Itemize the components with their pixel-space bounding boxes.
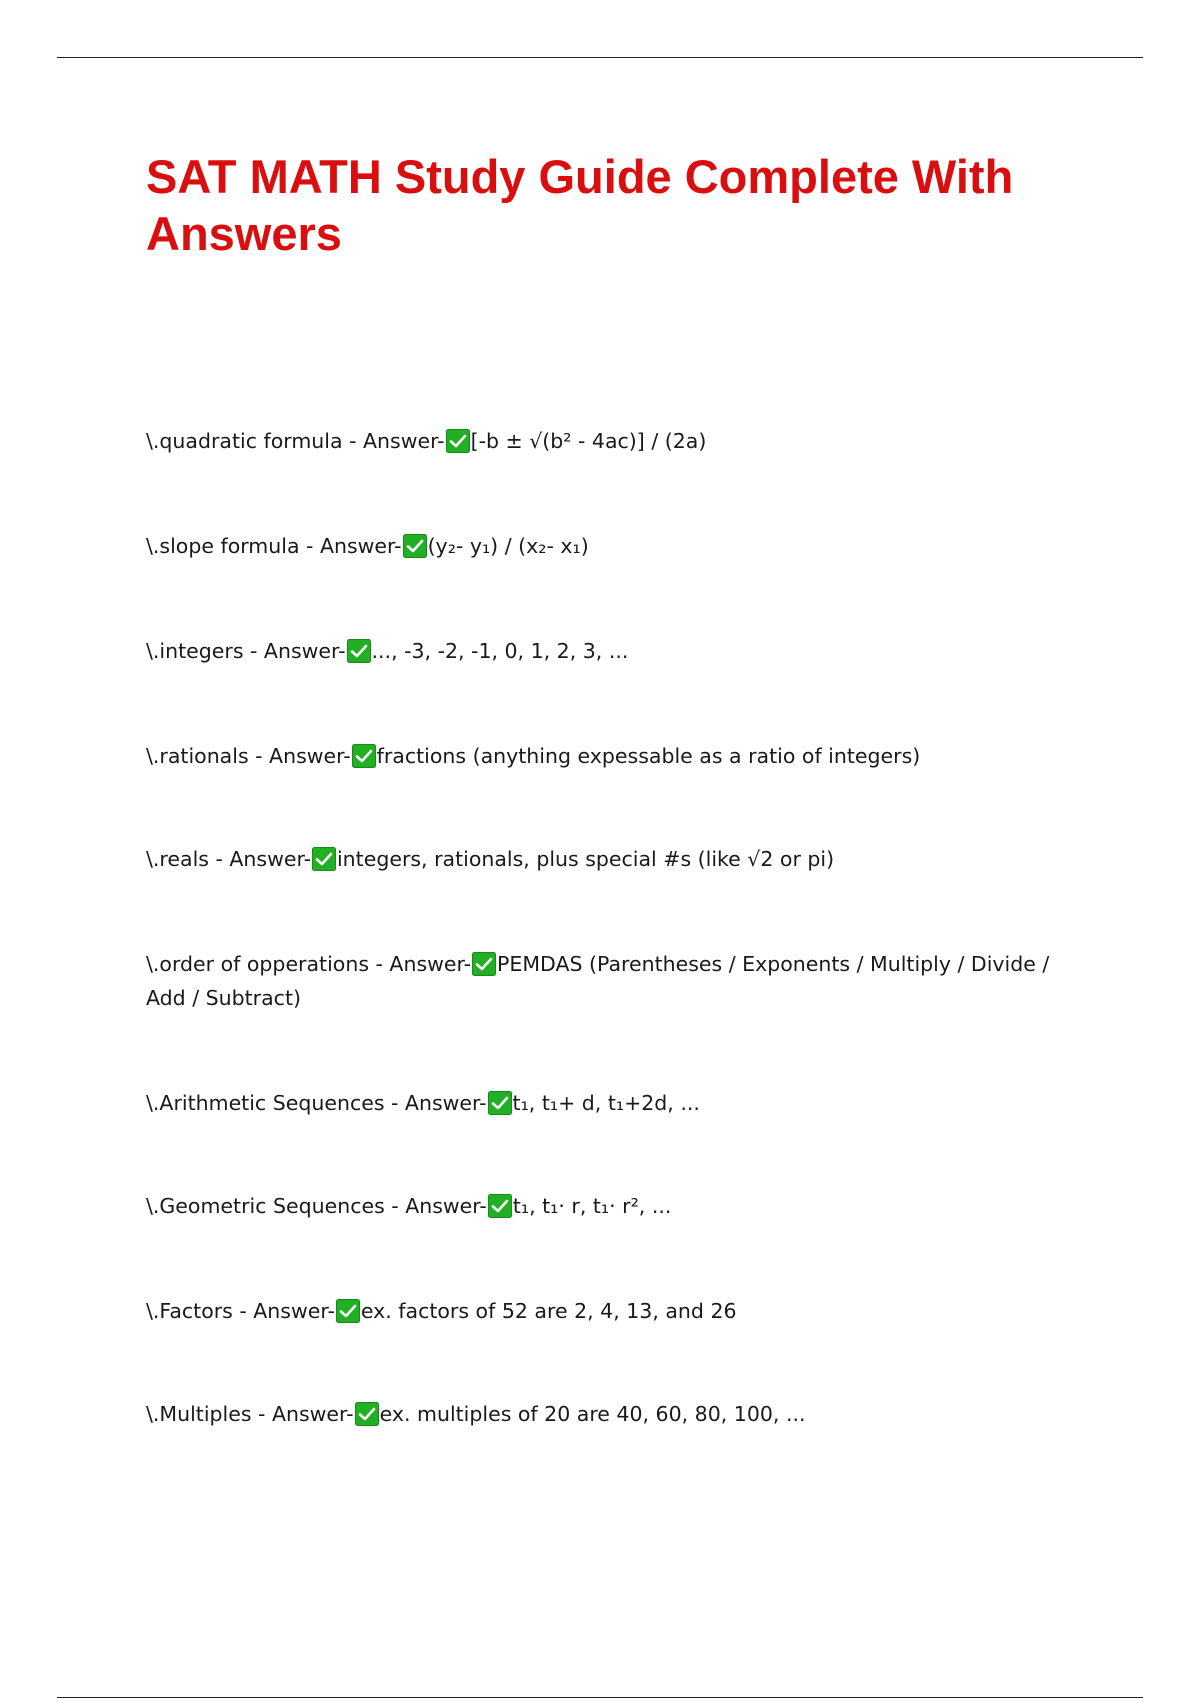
green-checkmark-icon [347,639,371,663]
qa-item [146,739,1086,773]
answer-text: t₁, t₁+ d, t₁+2d, ... [512,1091,700,1115]
answer-text: (y₂- y₁) / (x₂- x₁) [427,534,589,558]
green-checkmark-icon [488,1091,512,1115]
top-rule [57,57,1143,58]
answer-text: ..., -3, -2, -1, 0, 1, 2, 3, ... [371,639,629,663]
answer-text: fractions (anything expessable as a ratio of integers) [376,744,921,768]
question-text: \.integers - Answer- [146,639,346,663]
qa-item [146,424,1086,458]
question-text: \.quadratic formula - Answer- [146,429,445,453]
answer-text: [-b ± √(b² - 4ac)] / (2a) [470,429,707,453]
green-checkmark-icon [403,534,427,558]
question-text: \.reals - Answer- [146,847,311,871]
qa-item [146,1397,1086,1431]
green-checkmark-icon [446,429,470,453]
qa-item [146,634,1086,668]
answer-text: ex. multiples of 20 are 40, 60, 80, 100, ... [379,1402,806,1426]
green-checkmark-icon [352,744,376,768]
answer-text: ex. factors of 52 are 2, 4, 13, and 26 [360,1299,737,1323]
answer-text: t₁, t₁· r, t₁· r², ... [512,1194,672,1218]
qa-item [146,1294,1086,1328]
green-checkmark-icon [336,1299,360,1323]
answer-text: integers, rationals, plus special #s (like √2 or pi) [336,847,835,871]
green-checkmark-icon [472,952,496,976]
green-checkmark-icon [355,1402,379,1426]
question-text: \.Geometric Sequences - Answer- [146,1194,487,1218]
qa-item [146,842,1086,876]
question-text: \.Factors - Answer- [146,1299,335,1323]
bottom-rule [57,1697,1143,1698]
question-text: \.Multiples - Answer- [146,1402,354,1426]
qa-item [146,529,1086,563]
document-title: SAT MATH Study Guide Complete With Answers [146,150,1014,260]
qa-item [146,947,1086,1015]
question-text: \.order of opperations - Answer- [146,952,472,976]
question-text: \.slope formula - Answer- [146,534,402,558]
question-text: \.Arithmetic Sequences - Answer- [146,1091,487,1115]
question-text: \.rationals - Answer- [146,744,351,768]
green-checkmark-icon [312,847,336,871]
answer-text: PEMDAS (Parentheses / Exponents / Multiply / Divide / Add / Subtract) [146,952,1050,1010]
green-checkmark-icon [488,1194,512,1218]
qa-item [146,1086,1086,1120]
qa-item [146,1189,1086,1223]
